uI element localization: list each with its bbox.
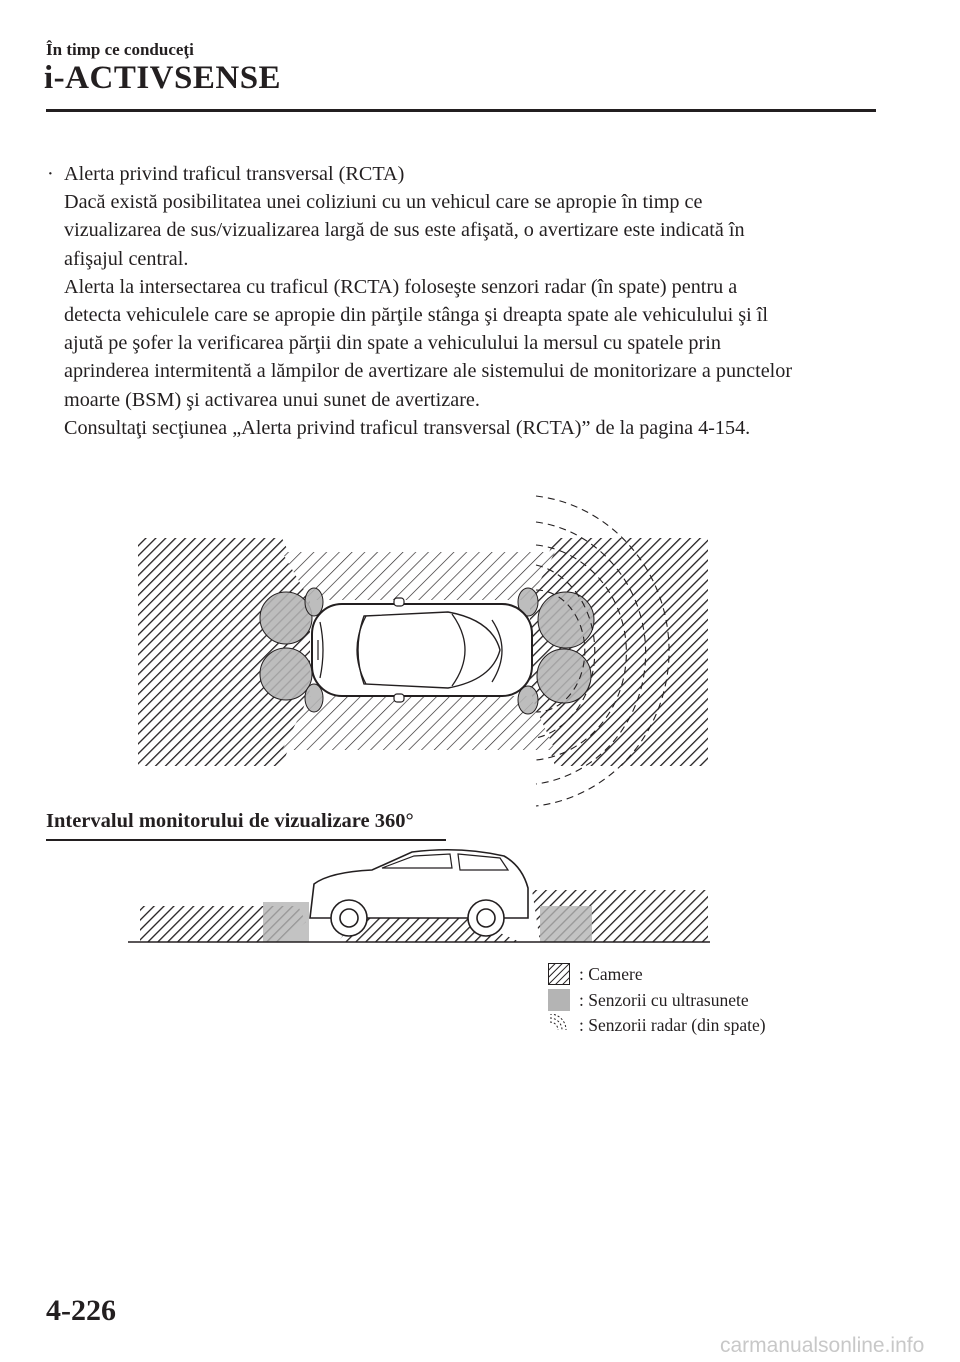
body-line: detecta vehiculele care se apropie din părţile stânga şi dreapta spate ale vehiculului şi îl (64, 304, 769, 327)
side-ultrasonic-zone (263, 902, 309, 942)
body-line: aprinderea intermitentă a lămpilor de avertizare ale sistemului de monitorizare a punctelor (64, 360, 793, 383)
body-line: ajută pe şofer la verificarea părţii din spate a vehiculului la mersul cu spatele prin (64, 332, 721, 355)
ultrasonic-zone (538, 592, 594, 648)
legend-ultrasonic-label: : Senzorii cu ultrasunete (579, 990, 749, 1010)
ultrasonic-zone (305, 588, 323, 616)
ultrasonic-zone (260, 592, 312, 644)
legend-radar-label: : Senzorii radar (din spate) (579, 1015, 766, 1035)
ultrasonic-swatch-icon (548, 989, 570, 1011)
body-line: afişajul central. (64, 247, 189, 270)
ultrasonic-zone (305, 684, 323, 712)
ultrasonic-zone (537, 649, 591, 703)
ultrasonic-zone (260, 648, 312, 700)
rcta-title: Alerta privind traficul transversal (RCTA) (64, 163, 405, 185)
camera-swatch-icon (548, 963, 570, 985)
body-line: vizualizarea de sus/vizualizarea largă de sus este afişată, o avertizare este indicată în (64, 219, 745, 242)
car-top-icon (312, 598, 532, 702)
body-line: Alerta la intersectarea cu traficul (RCTA) foloseşte senzori radar (în spate) pentru a (64, 275, 738, 298)
body-line: Dacă există posibilitatea unei coliziuni cu un vehicul care se apropie în timp ce (64, 191, 703, 214)
section-label: În timp ce conduceţi (46, 40, 194, 59)
bullet-icon: · (47, 163, 54, 185)
top-view (138, 496, 708, 806)
side-ultrasonic-zone (540, 906, 592, 942)
body-line: Consultaţi secţiunea „Alerta privind traficul transversal (RCTA)” de la pagina 4-154. (64, 416, 751, 439)
watermark: carmanualsonline.info (720, 1334, 925, 1357)
camera-zone-front (282, 552, 555, 600)
camera-zone-rear (282, 696, 555, 750)
legend-camera-label: : Camere (579, 964, 643, 984)
chapter-title: i-ACTIVSENSE (44, 60, 282, 96)
page-number: 4-226 (46, 1294, 116, 1327)
monitor-range-heading: Intervalul monitorului de vizualizare 360° (46, 810, 414, 832)
body-line: moarte (BSM) şi activarea unui sunet de avertizare. (64, 388, 480, 411)
side-view (128, 850, 710, 942)
radar-swatch-icon (548, 1014, 570, 1036)
